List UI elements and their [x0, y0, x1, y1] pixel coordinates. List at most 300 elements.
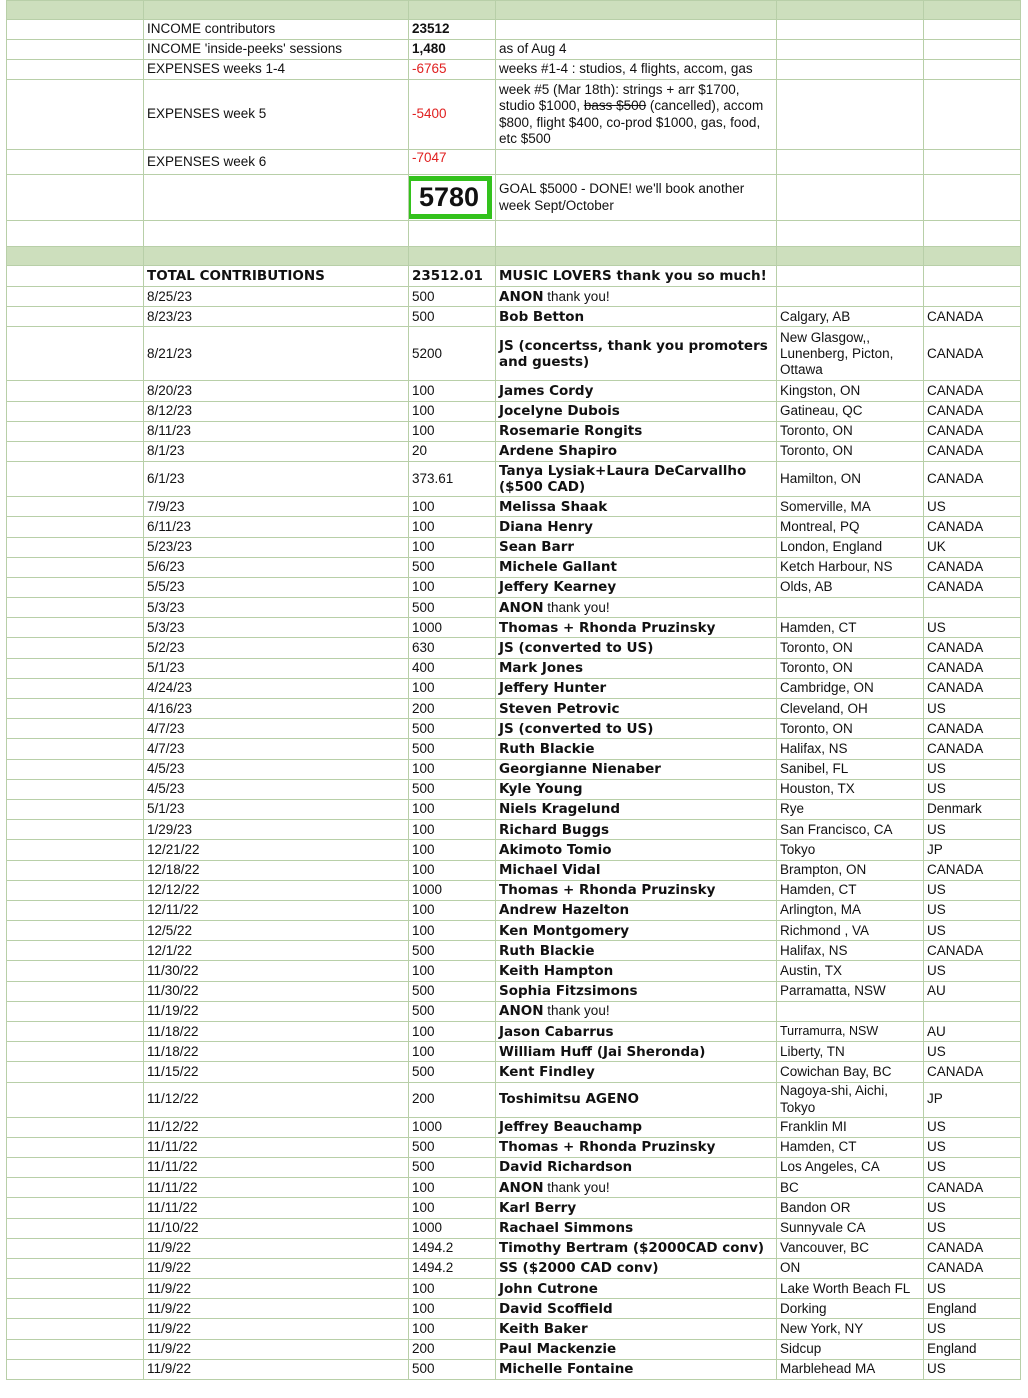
contribution-amount: 1000	[409, 1117, 496, 1137]
contributor-city: Hamden, CT	[777, 1137, 924, 1157]
contribution-date: 4/5/23	[144, 759, 409, 779]
contribution-amount: 100	[409, 961, 496, 981]
contribution-amount: 500	[409, 598, 496, 618]
contributor-name	[496, 1022, 777, 1042]
contributor-name	[496, 1157, 777, 1177]
row-margin	[7, 961, 144, 981]
summary-label: INCOME contributors	[144, 20, 409, 40]
contribution-amount: 1494.2	[409, 1238, 496, 1258]
table-row	[7, 537, 1021, 557]
contribution-amount: 100	[409, 577, 496, 597]
contributor-name-text: Paul Mackenzie	[499, 1341, 617, 1358]
contributor-name	[496, 327, 777, 381]
contributor-city: Cowichan Bay, BC	[777, 1062, 924, 1082]
contributor-name-text: ANON	[499, 599, 544, 616]
row-margin	[7, 497, 144, 517]
row-margin	[7, 307, 144, 327]
contributor-city: Halifax, NS	[777, 739, 924, 759]
contributor-name-text: Andrew Hazelton	[499, 902, 630, 919]
table-row	[7, 699, 1021, 719]
contributor-name	[496, 799, 777, 819]
contributor-country: US	[924, 1117, 1021, 1137]
contribution-amount: 1000	[409, 880, 496, 900]
row-margin	[7, 1157, 144, 1177]
contributor-name	[496, 759, 777, 779]
header-band	[7, 1, 1021, 20]
contributor-name	[496, 961, 777, 981]
contributor-city: Lake Worth Beach FL	[777, 1279, 924, 1299]
contributor-city: Nagoya-shi, Aichi, Tokyo	[777, 1082, 924, 1117]
contribution-amount: 100	[409, 759, 496, 779]
table-row	[7, 961, 1021, 981]
row-margin	[7, 1279, 144, 1299]
contributor-name	[496, 1218, 777, 1238]
contributor-city: Houston, TX	[777, 779, 924, 799]
contributor-name-text: Steven Petrovic	[499, 700, 620, 717]
contributor-name	[496, 1082, 777, 1117]
contributor-name	[496, 941, 777, 961]
row-margin	[7, 860, 144, 880]
table-row	[7, 618, 1021, 638]
table-row	[7, 981, 1021, 1001]
contributor-country: CANADA	[924, 1178, 1021, 1198]
contributor-country: US	[924, 497, 1021, 517]
row-margin	[7, 719, 144, 739]
table-row	[7, 1001, 1021, 1021]
contribution-date: 5/1/23	[144, 799, 409, 819]
contribution-amount: 200	[409, 1339, 496, 1359]
contribution-date: 7/9/23	[144, 497, 409, 517]
row-margin	[7, 1319, 144, 1339]
contributor-country: CANADA	[924, 421, 1021, 441]
contribution-date: 11/9/22	[144, 1339, 409, 1359]
row-margin	[7, 1137, 144, 1157]
total-value: 23512.01	[409, 266, 496, 287]
contribution-date: 8/23/23	[144, 307, 409, 327]
contributor-city: Brampton, ON	[777, 860, 924, 880]
contribution-date: 12/12/22	[144, 880, 409, 900]
table-row	[7, 1042, 1021, 1062]
contributor-name	[496, 537, 777, 557]
thanks-text: thank you!	[543, 1003, 610, 1019]
contributor-city: Los Angeles, CA	[777, 1157, 924, 1177]
contributor-city: Tokyo	[777, 840, 924, 860]
contributor-country: UK	[924, 537, 1021, 557]
contributor-name-text: David Richardson	[499, 1159, 633, 1176]
contribution-date: 5/23/23	[144, 537, 409, 557]
contribution-amount: 500	[409, 1359, 496, 1379]
table-row	[7, 658, 1021, 678]
contributor-city: Toronto, ON	[777, 421, 924, 441]
contribution-amount: 500	[409, 1001, 496, 1021]
contribution-amount: 100	[409, 1319, 496, 1339]
contributor-name	[496, 678, 777, 698]
contributor-name-text: Michael Vidal	[499, 862, 601, 878]
contributor-city: Olds, AB	[777, 577, 924, 597]
contribution-amount: 373.61	[409, 462, 496, 497]
summary-row	[7, 80, 1021, 150]
contribution-amount: 1000	[409, 1218, 496, 1238]
table-row	[7, 1178, 1021, 1198]
summary-note: as of Aug 4	[496, 40, 777, 60]
contribution-date: 5/3/23	[144, 618, 409, 638]
row-margin	[7, 739, 144, 759]
contributor-city: Montreal, PQ	[777, 517, 924, 537]
row-margin	[7, 880, 144, 900]
table-row	[7, 1238, 1021, 1258]
row-margin	[7, 759, 144, 779]
contribution-amount: 500	[409, 287, 496, 307]
contributor-name-text: Diana Henry	[499, 518, 593, 535]
contributor-name-text: Ken Montgomery	[499, 922, 630, 939]
row-margin	[7, 900, 144, 920]
contributor-city: Hamden, CT	[777, 880, 924, 900]
contribution-date: 11/9/22	[144, 1359, 409, 1379]
contributor-name-text: Sophia Fitzsimons	[499, 983, 638, 1000]
contributor-name-text: Ardene Shapiro	[499, 443, 618, 460]
contributor-city: Hamilton, ON	[777, 462, 924, 497]
contributor-name	[496, 1001, 777, 1021]
contributor-country: US	[924, 820, 1021, 840]
table-row	[7, 421, 1021, 441]
contributor-name-text: Kyle Young	[499, 781, 583, 798]
contributor-city: Toronto, ON	[777, 638, 924, 658]
row-margin	[7, 1359, 144, 1379]
contributor-name-text: Jocelyne Dubois	[499, 403, 620, 420]
row-margin	[7, 517, 144, 537]
contributions-table	[6, 0, 1021, 1380]
row-margin	[7, 1238, 144, 1258]
table-row	[7, 1258, 1021, 1278]
contribution-date: 11/9/22	[144, 1299, 409, 1319]
contribution-amount: 500	[409, 557, 496, 577]
contribution-date: 11/12/22	[144, 1117, 409, 1137]
contribution-amount: 630	[409, 638, 496, 658]
contributor-name	[496, 1238, 777, 1258]
contributor-city: Toronto, ON	[777, 658, 924, 678]
contributor-country: England	[924, 1339, 1021, 1359]
table-row	[7, 287, 1021, 307]
table-row	[7, 577, 1021, 597]
contributor-name-text: Rachael Simmons	[499, 1220, 634, 1236]
contributor-country: England	[924, 1299, 1021, 1319]
row-margin	[7, 598, 144, 618]
contribution-amount: 200	[409, 1082, 496, 1117]
contribution-date: 5/2/23	[144, 638, 409, 658]
row-margin	[7, 699, 144, 719]
contributor-country: US	[924, 1319, 1021, 1339]
contributor-name	[496, 557, 777, 577]
contribution-amount: 1494.2	[409, 1258, 496, 1278]
contribution-date: 4/24/23	[144, 678, 409, 698]
contribution-date: 11/9/22	[144, 1319, 409, 1339]
contributor-name	[496, 421, 777, 441]
contributor-name	[496, 860, 777, 880]
table-row	[7, 900, 1021, 920]
row-margin	[7, 618, 144, 638]
contribution-date: 11/19/22	[144, 1001, 409, 1021]
row-margin	[7, 1117, 144, 1137]
contributor-country: US	[924, 1359, 1021, 1379]
summary-label: EXPENSES week 5	[144, 80, 409, 150]
contributor-name	[496, 618, 777, 638]
contributor-city: Sanibel, FL	[777, 759, 924, 779]
contributor-country: US	[924, 1279, 1021, 1299]
contributor-city: Halifax, NS	[777, 941, 924, 961]
contributor-name	[496, 1198, 777, 1218]
row-margin	[7, 401, 144, 421]
contributor-country: CANADA	[924, 941, 1021, 961]
row-margin	[7, 287, 144, 307]
row-margin	[7, 921, 144, 941]
row-margin	[7, 638, 144, 658]
contributor-country: CANADA	[924, 441, 1021, 461]
contribution-date: 8/25/23	[144, 287, 409, 307]
contribution-amount: 100	[409, 517, 496, 537]
contributor-name	[496, 921, 777, 941]
table-row	[7, 1279, 1021, 1299]
contributor-city: Toronto, ON	[777, 719, 924, 739]
contributor-name	[496, 1178, 777, 1198]
contributor-city: Cambridge, ON	[777, 678, 924, 698]
thanks-text: thank you!	[543, 599, 610, 615]
table-row	[7, 441, 1021, 461]
contributor-name	[496, 1137, 777, 1157]
contributor-name	[496, 840, 777, 860]
goal-value-box: 5780	[409, 176, 493, 219]
contributor-country: CANADA	[924, 577, 1021, 597]
contributor-country: US	[924, 880, 1021, 900]
table-row	[7, 497, 1021, 517]
table-row	[7, 1319, 1021, 1339]
note-text: (cancelled), accom $800, flight $400, co-prod $1000, gas, food, etc $500	[499, 98, 764, 146]
contributor-name-text: SS ($2000 CAD conv)	[499, 1260, 659, 1277]
contributor-name	[496, 981, 777, 1001]
contributor-name-text: Karl Berry	[499, 1199, 577, 1216]
summary-note	[496, 80, 777, 150]
contribution-date: 5/6/23	[144, 557, 409, 577]
contributor-name	[496, 1258, 777, 1278]
contribution-date: 4/16/23	[144, 699, 409, 719]
summary-label: EXPENSES weeks 1-4	[144, 60, 409, 80]
contributor-city: Liberty, TN	[777, 1042, 924, 1062]
totals-header-row	[7, 266, 1021, 287]
contribution-amount: 100	[409, 421, 496, 441]
contributor-name	[496, 739, 777, 759]
summary-label: INCOME 'inside-peeks' sessions	[144, 40, 409, 60]
contributor-name	[496, 1359, 777, 1379]
table-row	[7, 860, 1021, 880]
contributor-city: Somerville, MA	[777, 497, 924, 517]
contributor-name	[496, 638, 777, 658]
table-row	[7, 1022, 1021, 1042]
contribution-amount: 100	[409, 860, 496, 880]
contributor-name	[496, 900, 777, 920]
row-margin	[7, 1339, 144, 1359]
contributor-country: US	[924, 1218, 1021, 1238]
contributor-country: CANADA	[924, 638, 1021, 658]
contributor-country: US	[924, 900, 1021, 920]
table-row	[7, 880, 1021, 900]
contribution-amount: 500	[409, 307, 496, 327]
contribution-date: 12/5/22	[144, 921, 409, 941]
table-row	[7, 462, 1021, 497]
contributor-city: Vancouver, BC	[777, 1238, 924, 1258]
contribution-amount: 500	[409, 1157, 496, 1177]
contributor-name	[496, 1042, 777, 1062]
contributor-city: Hamden, CT	[777, 618, 924, 638]
contribution-date: 4/7/23	[144, 719, 409, 739]
contributor-name-text: ANON	[499, 1003, 544, 1020]
contributor-city: London, England	[777, 537, 924, 557]
contribution-amount: 100	[409, 900, 496, 920]
row-margin	[7, 1062, 144, 1082]
contributor-country: CANADA	[924, 1238, 1021, 1258]
contributor-name-text: Richard Buggs	[499, 821, 610, 838]
contribution-amount: 100	[409, 840, 496, 860]
contributor-city	[777, 598, 924, 618]
row-margin	[7, 981, 144, 1001]
contributor-country: CANADA	[924, 860, 1021, 880]
summary-row	[7, 20, 1021, 40]
contributor-name	[496, 658, 777, 678]
contribution-amount: 500	[409, 981, 496, 1001]
contributor-country: CANADA	[924, 557, 1021, 577]
contributor-name	[496, 1279, 777, 1299]
row-margin	[7, 1022, 144, 1042]
contributor-country: CANADA	[924, 678, 1021, 698]
contributor-name-text: William Huff (Jai Sheronda)	[499, 1043, 706, 1060]
contribution-amount: 400	[409, 658, 496, 678]
contributor-city: Ketch Harbour, NS	[777, 557, 924, 577]
contributor-name	[496, 598, 777, 618]
row-margin	[7, 799, 144, 819]
contributor-city: Arlington, MA	[777, 900, 924, 920]
row-margin	[7, 1001, 144, 1021]
row-margin	[7, 1218, 144, 1238]
goal-row	[7, 175, 1021, 221]
table-row	[7, 921, 1021, 941]
contributor-name-text: Keith Hampton	[499, 962, 614, 979]
table-row	[7, 327, 1021, 381]
contributor-country: US	[924, 1137, 1021, 1157]
contributor-name-text: Jeffery Hunter	[499, 680, 607, 697]
contributor-name	[496, 1339, 777, 1359]
contributor-country: CANADA	[924, 327, 1021, 381]
row-margin	[7, 381, 144, 401]
contributor-city: Austin, TX	[777, 961, 924, 981]
contribution-date: 8/11/23	[144, 421, 409, 441]
summary-label: EXPENSES week 6	[144, 150, 409, 175]
contribution-date: 5/1/23	[144, 658, 409, 678]
row-margin	[7, 557, 144, 577]
contributor-city: Sunnyvale CA	[777, 1218, 924, 1238]
table-row	[7, 1082, 1021, 1117]
contributor-city: San Francisco, CA	[777, 820, 924, 840]
contribution-amount: 500	[409, 941, 496, 961]
table-row	[7, 381, 1021, 401]
contribution-amount: 100	[409, 799, 496, 819]
contributor-name-text: Toshimitsu AGENO	[499, 1091, 639, 1108]
table-row	[7, 1137, 1021, 1157]
contributor-name	[496, 820, 777, 840]
contributor-country: US	[924, 961, 1021, 981]
contributor-country: CANADA	[924, 517, 1021, 537]
contribution-date: 11/10/22	[144, 1218, 409, 1238]
contributor-name-text: JS (converted to US)	[499, 720, 654, 737]
row-margin	[7, 1042, 144, 1062]
summary-value: -7047	[409, 150, 496, 175]
contributor-city: Marblehead MA	[777, 1359, 924, 1379]
contributor-name	[496, 497, 777, 517]
contributor-name-text: Timothy Bertram ($2000CAD conv)	[499, 1240, 765, 1257]
table-row	[7, 1359, 1021, 1379]
contributor-name-text: Mark Jones	[499, 660, 583, 677]
contribution-amount: 1000	[409, 618, 496, 638]
row-margin	[7, 421, 144, 441]
table-row	[7, 557, 1021, 577]
contributor-country: Denmark	[924, 799, 1021, 819]
contribution-date: 11/18/22	[144, 1022, 409, 1042]
summary-row	[7, 40, 1021, 60]
contribution-amount: 500	[409, 1137, 496, 1157]
table-row	[7, 678, 1021, 698]
row-margin	[7, 462, 144, 497]
table-row	[7, 1157, 1021, 1177]
contribution-amount: 100	[409, 820, 496, 840]
contributor-name	[496, 517, 777, 537]
table-row	[7, 307, 1021, 327]
contributor-name-text: Jeffery Kearney	[499, 579, 617, 596]
contribution-date: 11/30/22	[144, 981, 409, 1001]
contributor-city: New Glasgow,, Lunenberg, Picton, Ottawa	[777, 327, 924, 381]
contributor-name-text: Niels Kragelund	[499, 801, 621, 818]
contributor-city: Dorking	[777, 1299, 924, 1319]
table-row	[7, 820, 1021, 840]
contribution-date: 11/11/22	[144, 1198, 409, 1218]
row-margin	[7, 820, 144, 840]
contributor-country: CANADA	[924, 307, 1021, 327]
contributor-name-text: Jason Cabarrus	[499, 1023, 614, 1040]
contributor-name-text: David Scoffield	[499, 1300, 613, 1317]
contributor-city: Rye	[777, 799, 924, 819]
table-row	[7, 941, 1021, 961]
contribution-amount: 100	[409, 497, 496, 517]
table-row	[7, 799, 1021, 819]
contributor-city: Turramurra, NSW	[777, 1022, 924, 1042]
table-row	[7, 1339, 1021, 1359]
contribution-date: 8/1/23	[144, 441, 409, 461]
contributor-name-text: JS (converted to US)	[499, 639, 654, 656]
table-row	[7, 401, 1021, 421]
section-band	[7, 247, 1021, 266]
contributor-country	[924, 287, 1021, 307]
contributor-name-text: Ruth Blackie	[499, 942, 595, 959]
contributor-city	[777, 287, 924, 307]
contribution-amount: 500	[409, 779, 496, 799]
contribution-amount: 5200	[409, 327, 496, 381]
contributor-name-text: Georgianne Nienaber	[499, 761, 661, 778]
table-row	[7, 1198, 1021, 1218]
contribution-amount: 100	[409, 381, 496, 401]
contribution-amount: 100	[409, 1022, 496, 1042]
contributor-city: New York, NY	[777, 1319, 924, 1339]
contributor-name	[496, 287, 777, 307]
contributor-name	[496, 1062, 777, 1082]
contributor-name-text: Keith Baker	[499, 1320, 588, 1337]
contribution-amount: 100	[409, 1299, 496, 1319]
goal-note: GOAL $5000 - DONE! we'll book another week Sept/October	[496, 175, 777, 221]
